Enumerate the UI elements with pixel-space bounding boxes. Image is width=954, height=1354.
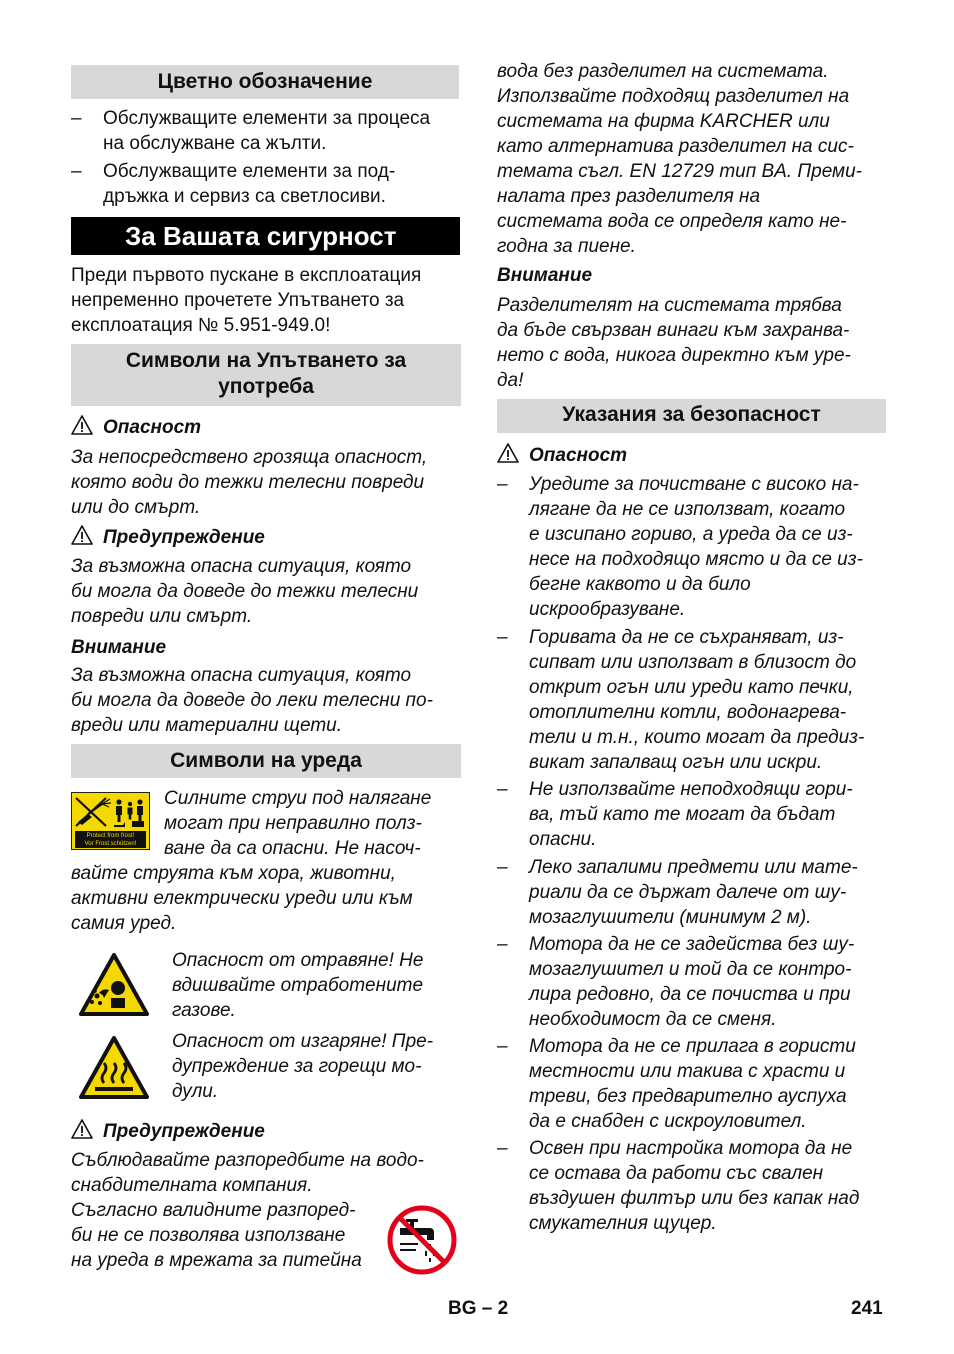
water-text-side: Съгласно валидните разпоред- би не се позволява използване на уреда в мрежата за питейна (71, 1200, 362, 1271)
caution-text: За възможна опасна ситуация, която би могла да доведе до леки телесни по- вреди или материални щети. (71, 665, 433, 736)
jet-text-side: Силните струи под налягане могат при неправилно полз- ване да са опасни. Не насоч- (164, 788, 432, 859)
danger-label-text: Опасност (103, 417, 202, 438)
caution-label: Внимание (71, 637, 167, 658)
warning-text: За възможна опасна ситуация, която би могла да доведе до тежки телесни повреди или смърт. (71, 556, 419, 627)
jet-text-full: вайте струята към хора, животни, активни електрически уреди или към самия уред. (71, 863, 413, 934)
list-item-text: Мотора да не се прилага в гористи местности или такива с храсти и треви, без предварително ауспуха да е снабден с искроуловител. (529, 1036, 856, 1132)
bullet-dash: – (497, 627, 508, 648)
caution-text-right: Разделителят на системата трябва да бъде свързван винаги към захранва- нето с вода, никога директно към уре- да! (497, 295, 851, 391)
heading-symbols-device: Символи на уреда (71, 744, 461, 778)
danger-label (71, 415, 201, 440)
bullet-dash: – (497, 1138, 508, 1159)
high-pressure-jet-sticker-icon (71, 792, 150, 850)
list-item-text: Горивата да не се съхраняват, из- сипват или използват в близост до открит огън или уреди като печки, отоплителни котли, водонагрева- тели и т.н., които могат да предиз- викат запалващ огън или искри. (529, 627, 865, 773)
sticker-line-2: Vor Frost schützen! (84, 841, 137, 847)
warning-triangle-icon (71, 525, 93, 545)
bullet-dash: – (71, 161, 82, 182)
hot-surface-warning-icon (78, 1035, 150, 1101)
sticker-text (75, 831, 146, 848)
list-item (497, 1034, 897, 1134)
section-title-safety: За Вашата сигурност (71, 217, 460, 255)
caution-label-right: Внимание (497, 265, 593, 286)
list-item (71, 106, 459, 156)
list-item (71, 159, 459, 209)
danger-text: За непосредствено грозяща опасност, която води до тежки телесни повреди или до смърт. (71, 447, 428, 518)
list-item-text: Освен при настройка мотора да не се остава да работи със свален въздушен филтър или без капак над смукателния щуцер. (529, 1138, 860, 1234)
list-item-text: Обслужващите елементи за процеса на обслужване са жълти. (103, 108, 431, 154)
warning2-label-text: Предупреждение (103, 1121, 265, 1142)
list-item (497, 472, 897, 622)
bullet-dash: – (497, 1036, 508, 1057)
warning-label-text: Предупреждение (103, 527, 265, 548)
list-item-text: Леко запалими предмети или мате- риали да се държат далече от шу- мозаглушители (минимум 2 м). (529, 857, 858, 928)
burn-text: Опасност от изгаряне! Пре- дупреждение за горещи мо- дули. (172, 1031, 434, 1102)
list-item (497, 855, 897, 930)
list-item (497, 625, 897, 775)
warning-triangle-icon (497, 443, 519, 463)
no-drinking-water-icon (386, 1204, 458, 1276)
list-item (497, 932, 897, 1032)
water-text-full: Съблюдавайте разпоредбите на водо- снабдителната компания. (71, 1150, 424, 1196)
warning2-label (71, 1119, 265, 1144)
list-item-text: Не използвайте неподходящи гори- ва, тъй като те могат да бъдат опасни. (529, 779, 853, 850)
intro-paragraph: Преди първото пускане в експлоатация непременно прочетете Упътването за експлоатация № 5.951-949.0! (71, 265, 422, 336)
list-item (497, 1136, 897, 1236)
bullet-dash: – (497, 474, 508, 495)
bullet-dash: – (497, 857, 508, 878)
bullet-dash: – (497, 934, 508, 955)
sticker-line-1: Protect from frost! (86, 833, 135, 839)
heading-color-coding: Цветно обозначение (71, 65, 459, 99)
poison-text: Опасност от отравяне! Не вдишвайте отработените газове. (172, 950, 424, 1021)
heading-symbols-manual: Символи на Упътването за употреба (71, 344, 461, 406)
warning-triangle-icon (71, 415, 93, 435)
footer-section-label: BG – 2 (448, 1298, 509, 1319)
list-item-text: Мотора да не се задейства без шу- мозаглушител и той да се контро- лира редовно, да се почиства и при необходимост да се сменя. (529, 934, 855, 1030)
list-item-text: Обслужващите елементи за под- дръжка и сервиз са светлосиви. (103, 161, 396, 207)
danger-label-right (497, 443, 627, 468)
warning-triangle-icon (71, 1119, 93, 1139)
list-item (497, 777, 897, 852)
water-text-continued: вода без разделител на системата. Използвайте подходящ разделител на системата на фирма KARCHER или като алтернатива разделител на сис- темата съгл. EN 12729 тип BA. Преми- налата през разделителя на системата вода се определя като не- годна за пиене. (497, 61, 862, 257)
warning-label (71, 525, 265, 550)
danger-label-right-text: Опасност (529, 445, 628, 466)
poison-gas-warning-icon (78, 952, 150, 1018)
heading-safety-notes: Указания за безопасност (497, 399, 886, 433)
bullet-dash: – (497, 779, 508, 800)
page-number: 241 (851, 1298, 883, 1319)
bullet-dash: – (71, 108, 82, 129)
list-item-text: Уредите за почистване с високо на- лягане да не се използват, когато е изсипано гориво, а уреда да се из- несе на подходящо място и да се из- бегне каквото и да било искрообразуване. (529, 474, 863, 620)
